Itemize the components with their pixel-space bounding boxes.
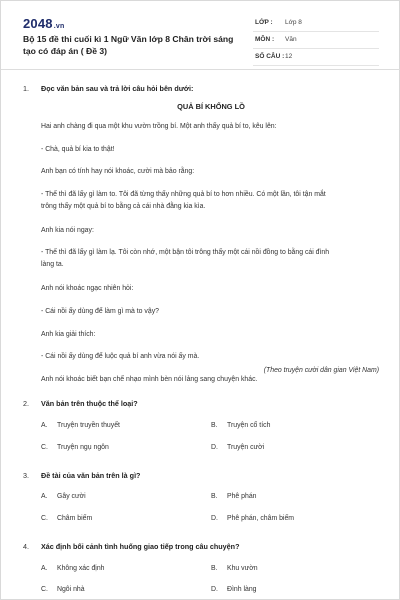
question-number: 1.	[23, 84, 29, 93]
logo-tld: .vn	[53, 23, 65, 30]
question-text: Đọc văn bản sau và trả lời câu hỏi bên dưới:	[41, 84, 194, 93]
meta-value: 12	[285, 53, 293, 60]
question-number: 2.	[23, 399, 29, 408]
question-text: Văn bản trên thuộc thể loại?	[41, 399, 138, 408]
option-q4-c[interactable]: C. Ngôi nhà	[41, 586, 85, 593]
option-q4-b[interactable]: B. Khu vườn	[211, 565, 258, 572]
meta-key: LỚP :	[255, 19, 273, 26]
meta-key: SỐ CÂU :	[255, 53, 285, 60]
meta-key: MÔN :	[255, 36, 275, 43]
question-number: 3.	[23, 471, 29, 480]
passage-paragraph: Anh nói khoác ngạc nhiên hỏi:	[41, 285, 134, 292]
option-q2-a[interactable]: A. Truyện truyền thuyết	[41, 422, 120, 429]
page-header	[1, 1, 400, 70]
meta-value: Lớp 8	[285, 19, 302, 26]
passage-paragraph: - Thế thì đã lấy gì làm lạ. Tôi còn nhớ, một bận tôi trông thấy một cái nồi đồng to bằng cái đình làng ta.	[41, 249, 330, 268]
passage-paragraph: - Cái nồi ấy dùng để luộc quả bí anh vừa nói ấy mà.	[41, 353, 200, 360]
meta-row-question-count	[253, 49, 379, 66]
passage-paragraph: Hai anh chàng đi qua một khu vườn trồng bí. Một anh thấy quả bí to, kêu lên:	[41, 123, 277, 130]
passage-paragraph: - Cái nồi ấy dùng để làm gì mà to vậy?	[41, 308, 159, 315]
passage-paragraph: Anh nói khoác biết bạn chế nhạo mình bèn nói lảng sang chuyện khác.	[41, 376, 258, 383]
document-title: Bộ 15 đề thi cuối kì 1 Ngữ Văn lớp 8 Chân trời sáng tạo có đáp án ( Đề 3)	[23, 34, 234, 56]
passage-paragraph: - Thế thì đã lấy gì làm to. Tôi đã từng thấy những quả bí to hơn nhiều. Có một lần, tôi tận mắt trông thấy một quả bí to bằng cả cái nhà đằng kia kìa.	[41, 191, 326, 210]
question-text: Đề tài của văn bản trên là gì?	[41, 471, 141, 480]
passage-paragraph: Anh kia nói ngay:	[41, 227, 94, 234]
reading-passage	[41, 101, 381, 381]
question-text: Xác định bối cảnh tình huống giao tiếp trong câu chuyện?	[41, 542, 240, 551]
option-q3-c[interactable]: C. Châm biếm	[41, 515, 93, 522]
exam-meta	[253, 15, 379, 66]
meta-row-subject	[253, 32, 379, 49]
question-number: 4.	[23, 542, 29, 551]
option-q4-a[interactable]: A. Không xác định	[41, 565, 105, 572]
meta-value: Văn	[285, 36, 297, 43]
option-q2-b[interactable]: B. Truyện cổ tích	[211, 422, 271, 429]
passage-paragraph: Anh bạn có tính hay nói khoác, cười mà bảo rằng:	[41, 168, 195, 175]
meta-row-grade	[253, 15, 379, 32]
option-q3-d[interactable]: D. Phê phán, châm biếm	[211, 515, 295, 522]
site-logo[interactable]	[23, 16, 64, 31]
passage-title: QUẢ BÍ KHỔNG LỒ	[177, 102, 245, 111]
passage-source: (Theo truyện cười dân gian Việt Nam)	[263, 367, 379, 374]
option-q2-c[interactable]: C. Truyện ngụ ngôn	[41, 444, 109, 451]
option-q3-a[interactable]: A. Gây cười	[41, 493, 86, 500]
logo-text: 2048	[23, 16, 53, 31]
option-q3-b[interactable]: B. Phê phán	[211, 493, 257, 500]
option-q4-d[interactable]: D. Đình làng	[211, 586, 257, 593]
passage-paragraph: - Chà, quả bí kia to thật!	[41, 146, 115, 153]
passage-paragraph: Anh kia giải thích:	[41, 331, 96, 338]
option-q2-d[interactable]: D. Truyện cười	[211, 444, 265, 451]
